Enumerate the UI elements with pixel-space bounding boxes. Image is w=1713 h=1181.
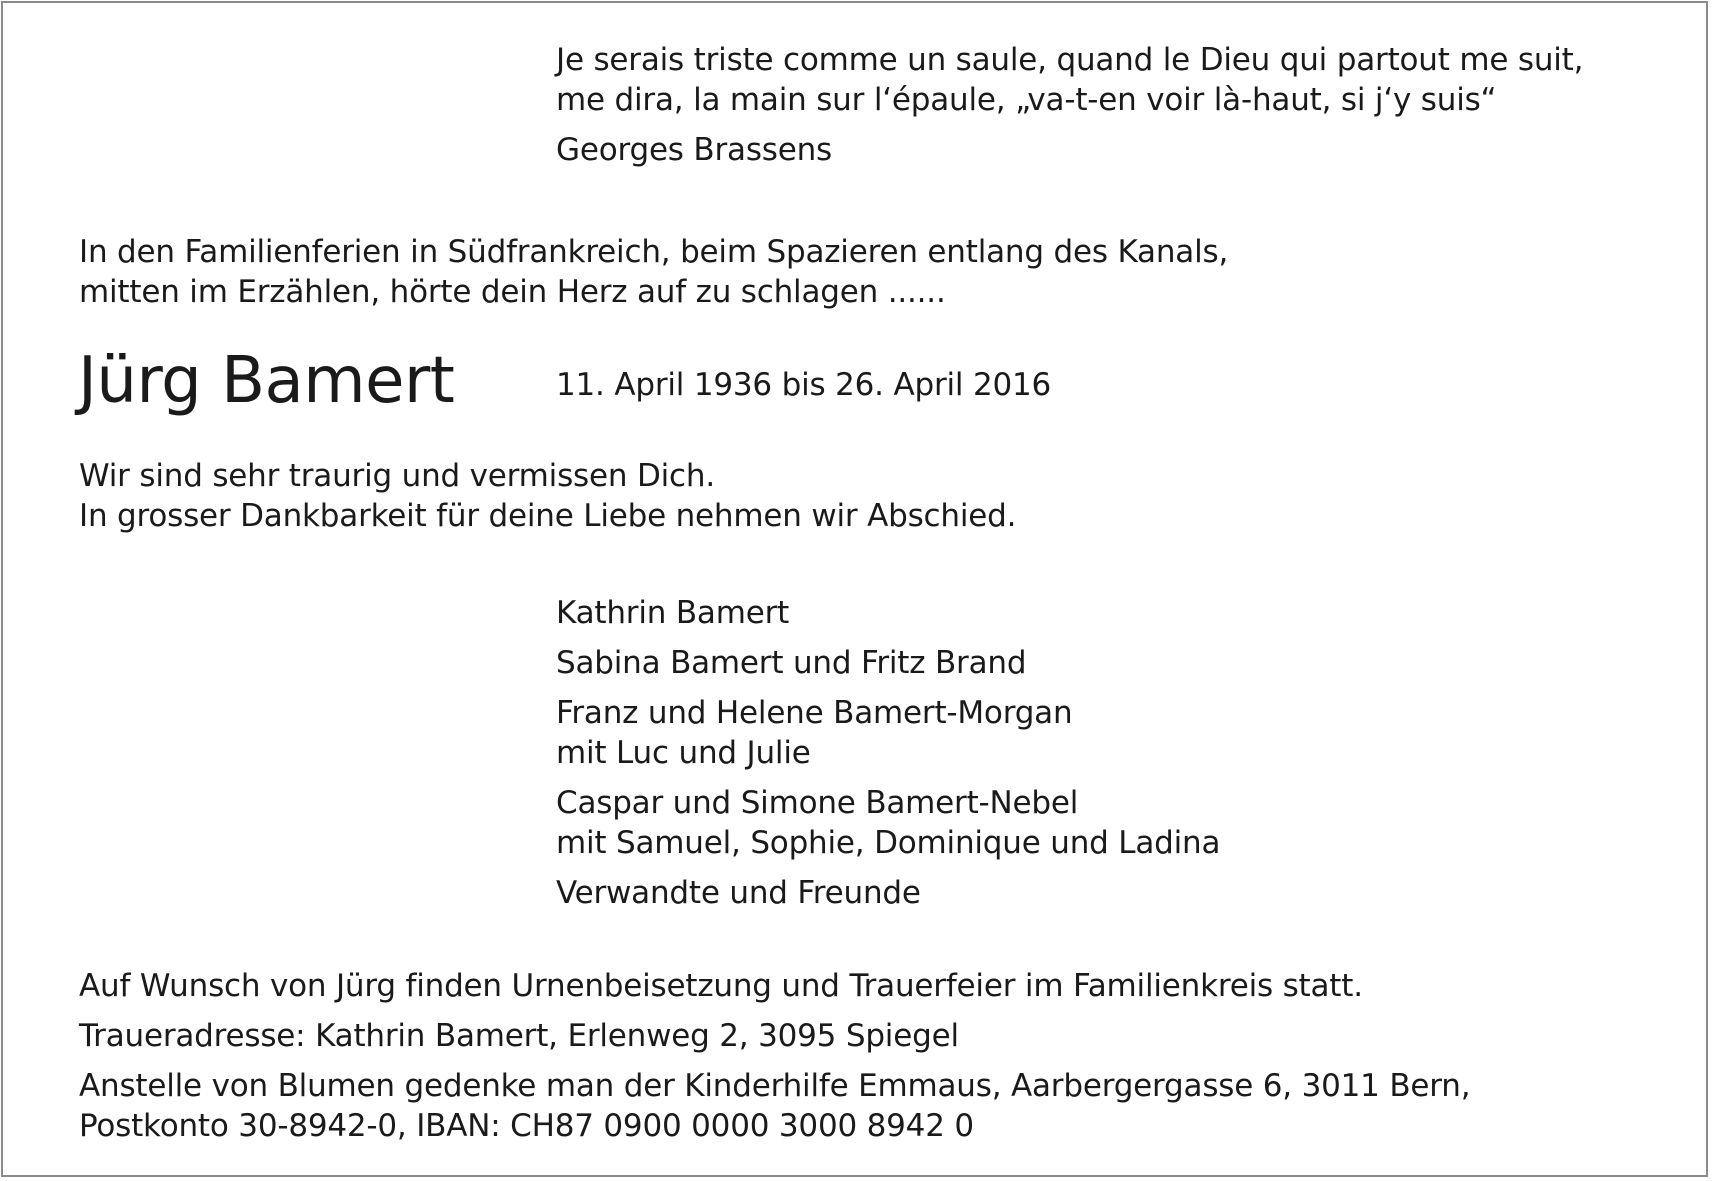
mourner-line: mit Samuel, Sophie, Dominique und Ladina — [556, 825, 1221, 861]
life-dates: 11. April 1936 bis 26. April 2016 — [556, 367, 1052, 403]
deceased-name: Jürg Bamert — [78, 344, 455, 418]
donation-line-1: Anstelle von Blumen gedenke man der Kinderhilfe Emmaus, Aarbergergasse 6, 3011 Bern, — [79, 1068, 1471, 1104]
intro-line-2: mitten im Erzählen, hörte dein Herz auf zu schlagen ...... — [79, 274, 946, 310]
mourner-line: Kathrin Bamert — [556, 595, 790, 631]
ceremony-note: Auf Wunsch von Jürg finden Urnenbeisetzung und Trauerfeier im Familienkreis statt. — [79, 968, 1363, 1004]
quote-line-2: me dira, la main sur l‘épaule, „va-t-en voir là-haut, si j‘y suis“ — [556, 82, 1497, 118]
quote-author: Georges Brassens — [556, 132, 832, 168]
intro-line-1: In den Familienferien in Südfrankreich, beim Spazieren entlang des Kanals, — [79, 234, 1229, 270]
donation-line-2: Postkonto 30-8942-0, IBAN: CH87 0900 0000 3000 8942 0 — [79, 1108, 974, 1144]
mourner-line: mit Luc und Julie — [556, 735, 811, 771]
mourner-line: Franz und Helene Bamert-Morgan — [556, 695, 1073, 731]
message-line-2: In grosser Dankbarkeit für deine Liebe nehmen wir Abschied. — [79, 498, 1017, 534]
message-line-1: Wir sind sehr traurig und vermissen Dich. — [79, 458, 715, 494]
mourner-line: Verwandte und Freunde — [556, 875, 921, 911]
mourning-address: Traueradresse: Kathrin Bamert, Erlenweg 2, 3095 Spiegel — [79, 1018, 959, 1054]
mourner-line: Sabina Bamert und Fritz Brand — [556, 645, 1027, 681]
mourner-line: Caspar und Simone Bamert-Nebel — [556, 785, 1079, 821]
quote-line-1: Je serais triste comme un saule, quand le Dieu qui partout me suit, — [556, 42, 1584, 78]
